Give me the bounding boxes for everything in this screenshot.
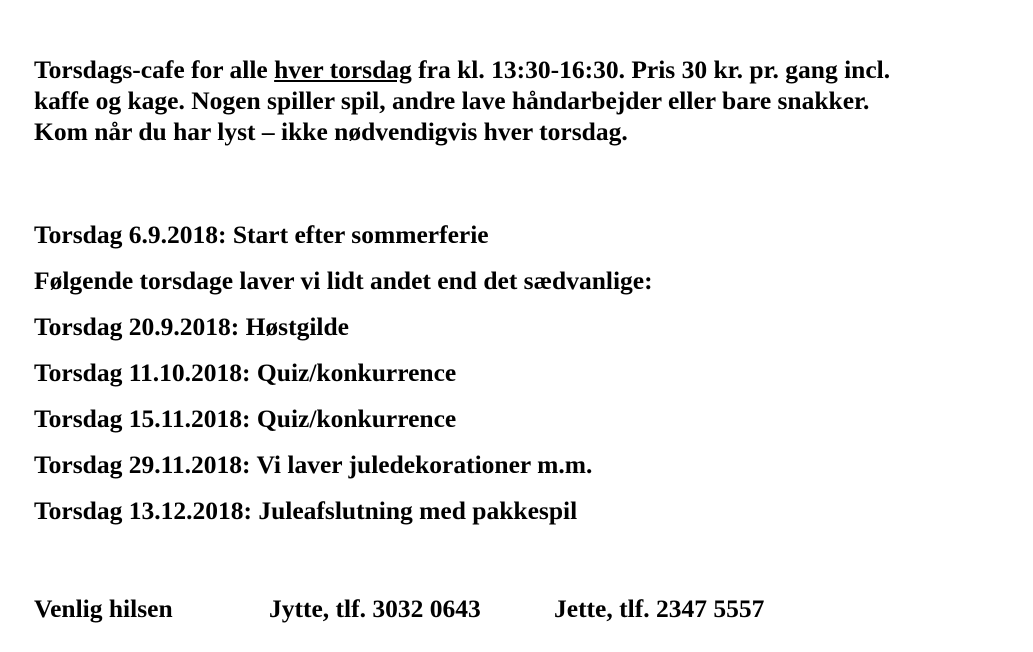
intro-line-1: [34, 54, 1024, 85]
intro-line-3: Kom når du har lyst – ikke nødvendigvis hver torsdag.: [34, 117, 628, 146]
signoff-contact-jytte: Jytte, tlf. 3032 0643: [269, 594, 481, 623]
schedule-item: Følgende torsdage laver vi lidt andet end det sædvanlige:: [34, 266, 653, 295]
schedule-item: Torsdag 6.9.2018: Start efter sommerferie: [34, 220, 489, 249]
signoff-contact-jette: Jette, tlf. 2347 5557: [554, 594, 765, 623]
schedule-list: [34, 218, 653, 540]
intro-line-1-end: fra kl. 13:30-16:30. Pris 30 kr. pr. gang incl.: [411, 55, 891, 84]
intro-block: [34, 54, 1024, 147]
schedule-item: Torsdag 13.12.2018: Juleafslutning med pakkespil: [34, 496, 578, 525]
intro-underlined-phrase: hver torsdag: [274, 55, 412, 84]
intro-paragraph: [34, 54, 1024, 147]
schedule-item: Torsdag 20.9.2018: Høstgilde: [34, 312, 350, 341]
schedule-item: Torsdag 11.10.2018: Quiz/konkurrence: [34, 358, 457, 387]
intro-line-2: kaffe og kage. Nogen spiller spil, andre lave håndarbejder eller bare snakker.: [34, 86, 870, 115]
signoff-greeting: Venlig hilsen: [34, 594, 173, 623]
intro-line-1-start: Torsdags-cafe for alle: [34, 55, 275, 84]
schedule-item: Torsdag 29.11.2018: Vi laver juledekorationer m.m.: [34, 450, 593, 479]
schedule-item: Torsdag 15.11.2018: Quiz/konkurrence: [34, 404, 457, 433]
